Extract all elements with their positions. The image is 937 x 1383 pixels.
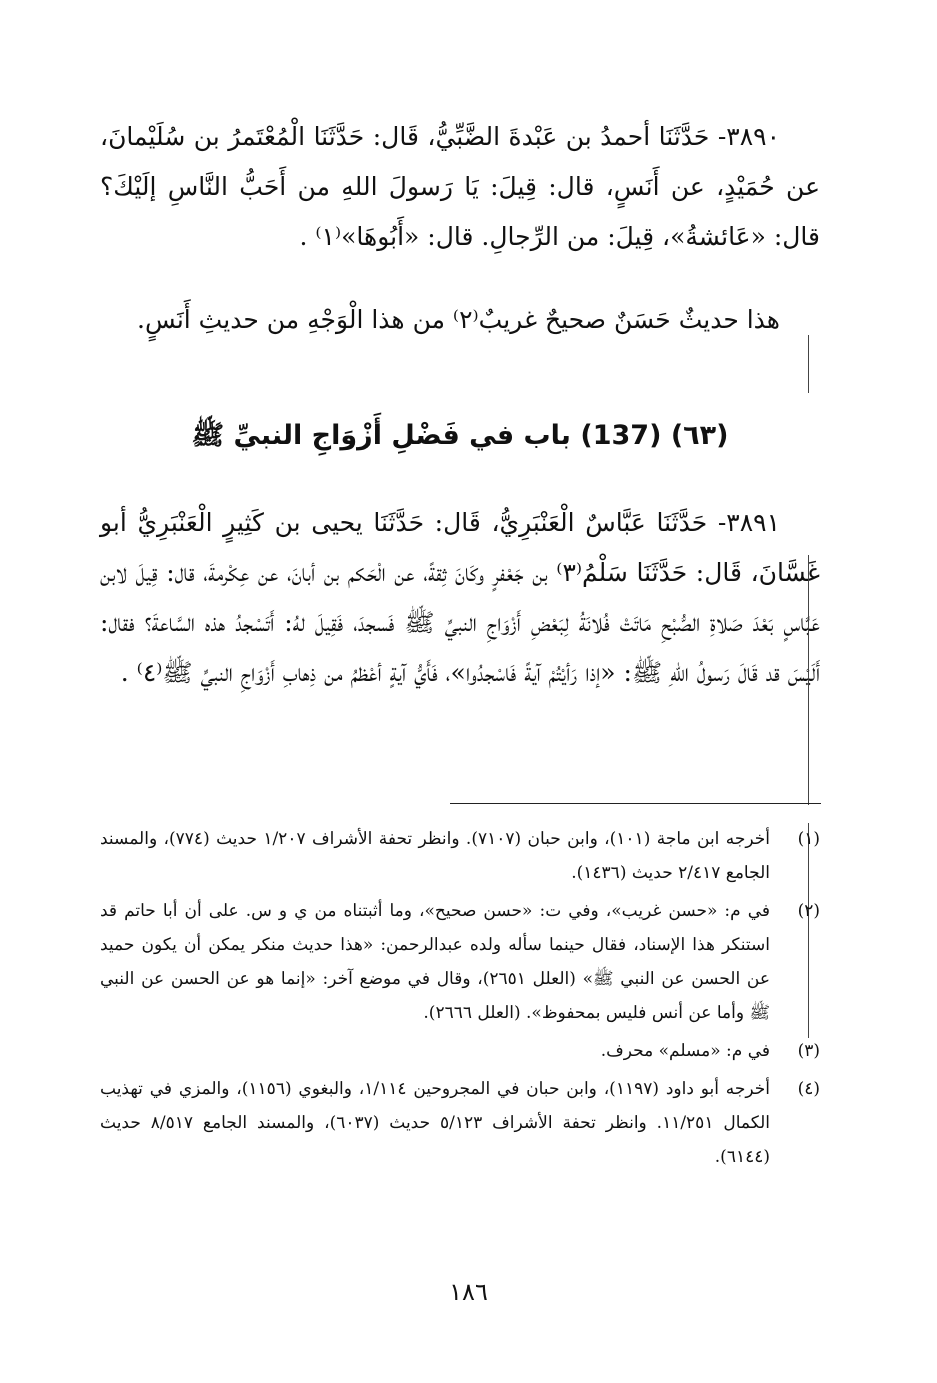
footnote-text: أخرجه أبو داود (١١٩٧)، وابن حبان في المجروحين ١/١١٤، والبغوي (١١٥٦)، والمزي في تهذيب الكمال ١١/٢٥١. وانظر تحفة الأشراف ٥/١٢٣ حديث (٦٠٣٧)، والمسند الجامع ٨/٥١٧ حديث (٦١٤٤).: [100, 1079, 770, 1167]
chapter-heading: (٦٣) (137) باب في فَضْلِ أَزْوَاجِ النبيِّ ﷺ: [191, 420, 729, 451]
footnotes: [100, 822, 820, 1178]
hadith-grading: هذا حديثٌ حَسَنٌ صحيحٌ غريبٌ⁽٢⁾ من هذا الْوَجْهِ من حديثِ أَنَسٍ.: [137, 305, 780, 334]
footnote-text: أخرجه ابن ماجة (١٠١)، وابن حبان (٧١٠٧). وانظر تحفة الأشراف ١/٢٠٧ حديث (٧٧٤)، والمسند الجامع ٢/٤١٧ حديث (١٤٣٦).: [100, 829, 771, 883]
footnote: [100, 894, 820, 1030]
margin-rule: [808, 555, 809, 805]
footnote-number: (٢): [797, 901, 820, 921]
page-number: ١٨٦: [449, 1278, 488, 1306]
footnote-number: (٣): [797, 1041, 820, 1061]
margin-mark: [808, 335, 809, 393]
footnote: [100, 822, 820, 890]
hadith-3891: ٣٨٩١- حَدَّثَنَا عَبَّاسٌ الْعَنْبَرِيُّ، قَال: حَدَّثَنَا يحيى بن كَثِيرٍ الْعَنْبَرِيُّ أبو غَسَّانَ، قَال: حَدَّثَنَا سَلْمُ⁽٣⁾ بن جَعْفرٍ وكَانَ ثِقةً، عن الْحَكم بن أبانَ، عن عِكْرمةَ، قال: قِيلَ لابن عَبَّاسٍ بَعْدَ صَلاةِ الصُّبْحِ مَاتَتْ فُلانَةُ لِبَعْضِ أَزْوَاجِ النبيِّ ﷺ فَسجدَ، فَقِيلَ لهُ: أَتَسْجدُ هذه السَّاعةَ؟ فقال: أَلَيْسَ قد قَالَ رَسولُ اللهِ ﷺ: «إذا رَأيْتُمْ آيةً فَاسْجدُوا»، فَأَيُّ آيةٍ أعْظمُ من ذِهابِ أَزْوَاجِ النبيِّ ﷺ⁽٤⁾ .: [100, 508, 820, 687]
footnote: [100, 1034, 820, 1068]
footnote-text: في م: «حسن غريب»، وفي ت: «حسن صحيح»، وما أثبتناه من ي و س. على أن أبا حاتم قد استنكر هذا الإسناد، فقال حينما سأله ولده عبدالرحمن: «هذا حديث منكر يمكن أن يكون حميد عن الحسن عن النبي ﷺ» (العلل ٢٦٥١)، وقال في موضع آخر: «إنما هو عن الحسن عن النبي ﷺ وأما عن أنس فليس بمحفوظ». (العلل ٢٦٦٦).: [100, 901, 770, 1023]
footnote-divider: [450, 803, 821, 804]
footnote-number: (١): [797, 829, 820, 849]
footnote-number: (٤): [797, 1079, 820, 1099]
hadith-3890: ٣٨٩٠- حَدَّثَنَا أحمدُ بن عَبْدةَ الضَّبِّيُّ، قَال: حَدَّثَنَا الْمُعْتَمرُ بن سُلَيْمانَ، عن حُمَيْدٍ، عن أَنَسٍ، قال: قِيلَ: يَا رَسولَ اللهِ من أَحَبُّ النَّاسِ إلَيْكَ؟ قال: «عَائشةُ»، قِيلَ: من الرِّجالِ. قال: «أَبُوهَا»⁽١⁾ .: [100, 122, 820, 251]
footnote: [100, 1072, 820, 1174]
footnote-text: في م: «مسلم» محرف.: [600, 1041, 770, 1061]
